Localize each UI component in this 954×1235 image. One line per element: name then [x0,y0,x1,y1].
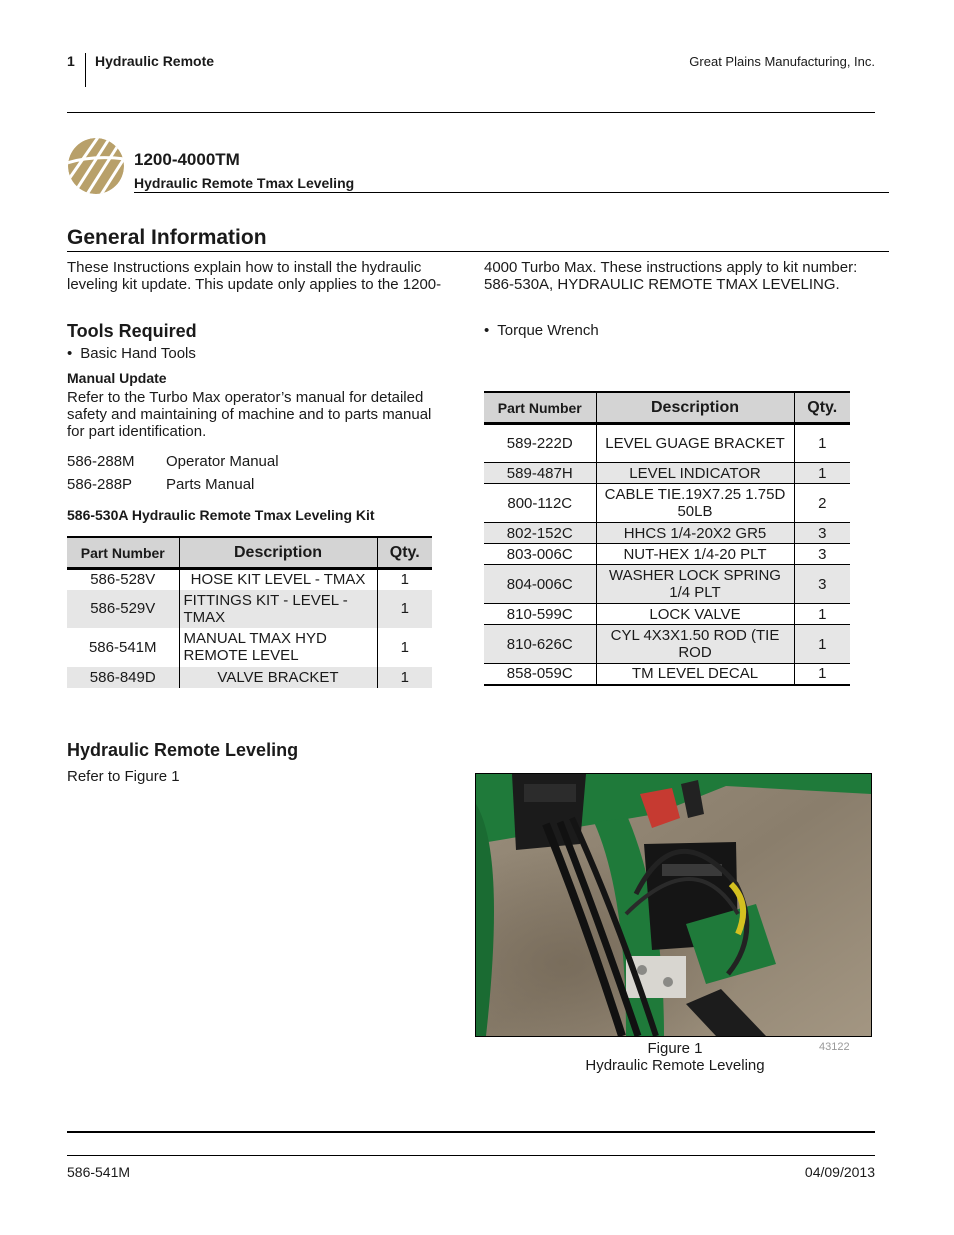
cell-description: CYL 4X3X1.50 ROD (TIE ROD [596,625,794,664]
cell-description: CABLE TIE.19X7.25 1.75D 50LB [596,484,794,523]
column-header-description: Description [596,392,794,424]
tool-item-basic [67,345,196,362]
cell-qty: 1 [794,664,850,685]
cell-description: LEVEL INDICATOR [596,463,794,484]
title-rule [134,192,889,193]
header-divider [85,53,86,87]
kit-heading: 586-530A Hydraulic Remote Tmax Leveling Kit [67,507,375,523]
cell-part: 586-529V [67,590,179,628]
tools-heading: Tools Required [67,321,197,341]
cell-qty: 3 [794,565,850,604]
column-header-description: Description [179,537,377,569]
component-parts-table [484,391,850,686]
table-row [484,463,850,484]
cell-description: LOCK VALVE [596,604,794,625]
footer-rule-bottom [67,1155,875,1156]
cell-part: 810-599C [484,604,596,625]
cell-part: 586-541M [88,638,157,656]
footer-rule-top [67,1131,875,1133]
table-row [484,625,850,664]
cell-part: 586-528V [90,571,156,589]
table-row [484,544,850,565]
great-plains-logo-icon [67,137,125,195]
cell-part: 858-059C [484,664,596,685]
cell-part: 586-849D [67,667,179,688]
table-row [484,484,850,523]
doc-date: 04/09/2013 [804,1164,875,1180]
table-row [484,604,850,625]
cell-qty: 1 [377,590,432,628]
company-name: Great Plains Manufacturing, Inc. [689,54,875,69]
figure-number: Figure 1 [647,1040,703,1057]
cell-description: VALVE BRACKET [179,667,377,688]
column-header-qty: Qty. [794,392,850,424]
section-title: Hydraulic Remote [95,53,215,69]
cell-qty: 2 [794,484,850,523]
cell-qty: 1 [794,625,850,664]
cell-part: 800-112C [484,484,596,523]
cell-part: 810-626C [484,625,596,664]
manual-name: Operator Manual [166,453,279,470]
table-row [67,628,432,667]
leveling-text: Refer to Figure 1 [67,768,180,785]
table-row [484,565,850,604]
cell-description: TM LEVEL DECAL [596,664,794,685]
cell-qty: 1 [794,424,850,463]
general-heading: General Information [67,226,267,249]
table-header-row [484,392,850,424]
general-rule [67,251,889,252]
manual-update-heading: Manual Update [67,370,167,386]
general-paragraph-right: 4000 Turbo Max. These instructions apply to kit number: 586-530A, HYDRAULIC REMOTE TMAX LEVELING. [484,259,858,293]
table-row [67,667,432,688]
cell-description: WASHER LOCK SPRING 1/4 PLT [596,565,794,604]
hydraulic-remote-photo [475,773,872,1037]
tool-item-label: Torque Wrench [497,322,599,339]
table-row [67,569,432,590]
tool-item-label: Basic Hand Tools [80,345,196,362]
model-title: 1200-4000TM [134,150,240,169]
photo-id: 43122 [819,1041,850,1053]
figure-caption: Hydraulic Remote Leveling [585,1057,765,1074]
cell-part: 589-222D [484,424,596,463]
cell-part: 804-006C [484,565,596,604]
cell-qty: 1 [794,463,850,484]
cell-description: FITTINGS KIT - LEVEL - TMAX [179,590,377,628]
cell-part: 589-487H [484,463,596,484]
bullet: • [67,345,73,362]
column-header-part: Part Number [67,537,179,569]
table-row [484,664,850,685]
cell-qty: 1 [400,638,409,656]
table-row [67,590,432,628]
table-row [484,523,850,544]
kit-parts-table [67,536,432,688]
table-row [484,424,850,463]
cell-description: MANUAL TMAX HYD REMOTE LEVEL [179,628,377,667]
cell-qty: 3 [794,523,850,544]
manual-row [67,476,254,493]
leveling-heading: Hydraulic Remote Leveling [67,740,299,760]
manual-part-number: 586-288P [67,476,133,493]
general-paragraph-left: These Instructions explain how to install the hydraulic leveling kit update. This update only applies to the 1200- [67,259,442,293]
page-number: 1 [67,53,75,69]
cell-qty: 1 [400,571,409,589]
column-header-part: Part Number [484,392,596,424]
bullet: • [484,322,490,339]
manual-row [67,453,279,470]
cell-qty: 1 [377,667,432,688]
tool-item-torque [484,322,599,339]
cell-description: HHCS 1/4-20X2 GR5 [596,523,794,544]
cell-part: 802-152C [484,523,596,544]
cell-part: 803-006C [484,544,596,565]
manual-part-number: 586-288M [67,453,135,470]
cell-qty: 1 [794,604,850,625]
column-header-qty: Qty. [377,537,432,569]
header-rule [67,112,875,113]
cell-description: LEVEL GUAGE BRACKET [596,424,794,463]
table-header-row [67,537,432,569]
cell-description: HOSE KIT LEVEL - TMAX [179,569,377,590]
manual-name: Parts Manual [166,476,255,493]
cell-qty: 3 [794,544,850,565]
cell-description: NUT-HEX 1/4-20 PLT [596,544,794,565]
manual-update-text: Refer to the Turbo Max operator’s manual for detailed safety and maintaining of machine and to parts manual for part identification. [67,389,432,440]
document-subtitle: Hydraulic Remote Tmax Leveling [134,175,355,191]
doc-number: 586-541M [67,1164,131,1180]
